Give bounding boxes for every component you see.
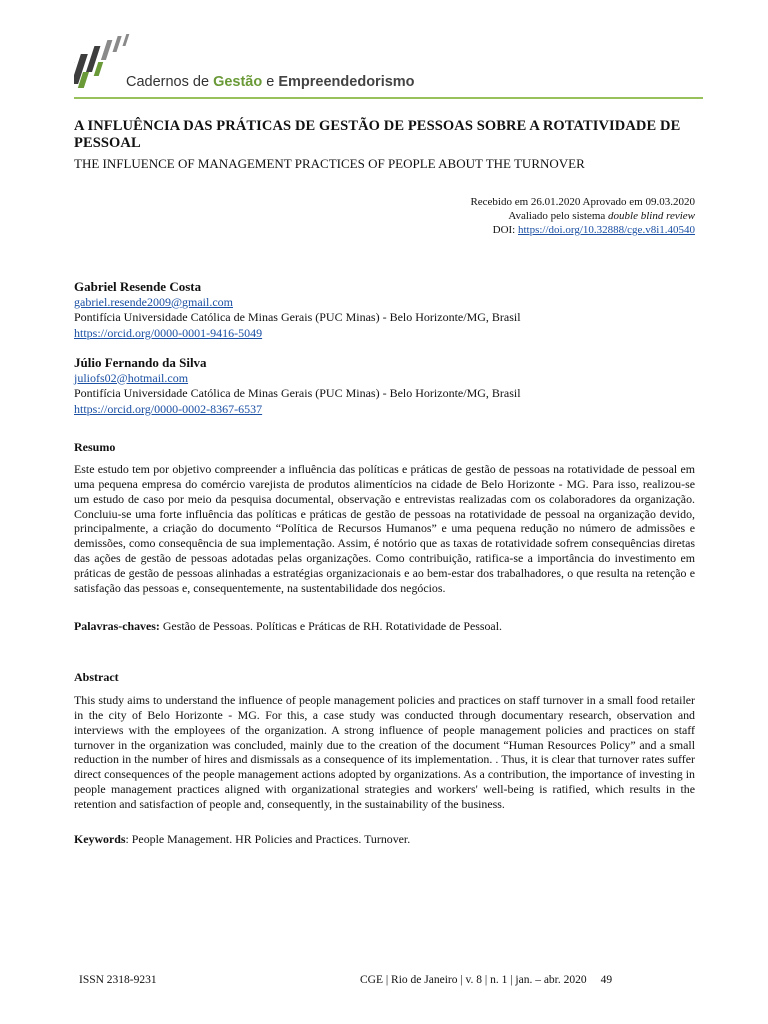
abstract-text: This study aims to understand the influence of people management policies and practices on staff turnover in a small food retailer in the city of Belo Horizonte - MG. For this, a case study was conducted through documentary research, observation and interviews with the employees of the organization. A strong influence of people management policies and practices on staff turnover in the organization was concluded, mainly due to the creation of the document “Human Resources Policy” and a small reduction in the number of hires and dismissals as a consequence of its implementation. . Thus, it is clear that turnover rates suffer direct consequences of the people management actions adopted by organizations. As a contribution, the importance of investing in people management practices aligned with organizational strategies and workers' well-being is ratified, which results in the retention and satisfaction of people and, consequently, in the sustainability of the business. [74, 693, 695, 811]
author-orcid-link[interactable]: https://orcid.org/0000-0002-8367-6537 [74, 401, 263, 416]
doi-line: DOI: https://doi.org/10.32888/cge.v8i1.40540 [492, 224, 695, 236]
journal-name: Cadernos de Gestão e Empreendedorismo [126, 74, 415, 90]
author-orcid-link[interactable]: https://orcid.org/0000-0001-9416-5049 [74, 325, 263, 340]
review-system: Avaliado pelo sistema double blind review [508, 210, 695, 222]
resumo-text: Este estudo tem por objetivo compreender a influência das políticas e práticas de gestão de pessoas na rotatividade de pessoal em uma pequena empresa do comércio varejista de produtos alimentícios na cidade de Belo Horizonte - MG. Para isso, realizou-se um estudo de caso por meio da pesquisa documental, observação e entrevistas realizadas com os colaboradores da organização. Concluiu-se uma forte influência das políticas e práticas de gestão de pessoas na rotatividade de pessoal na organização devido, principalmente, a criação do documento “Política de Recursos Humanos” e uma pequena redução no número de admissões e demissões, como consequência de sua implementação. Assim, é notório que as taxas de rotatividade sofrem consequências diretas das ações de gestão de pessoas adotadas pelas organizações. Como contribuição, ratifica-se a importância do investimento em práticas de gestão de pessoas alinhadas a estratégias organizacionais e ao bem-estar dos trabalhadores, o que resulta na retenção e satisfação das pessoas e, consequentemente, na sustentabilidade dos negócios. [74, 462, 695, 595]
author-affiliation: Pontifícia Universidade Católica de Minas Gerais (PUC Minas) - Belo Horizonte/MG, Brasil [74, 386, 521, 400]
doi-link[interactable]: https://doi.org/10.32888/cge.v8i1.40540 [517, 224, 695, 236]
abstract-heading: Abstract [74, 670, 119, 684]
author-block [74, 355, 521, 417]
article-metadata [470, 195, 695, 237]
author-name: Júlio Fernando da Silva [74, 355, 207, 370]
author-block [74, 279, 521, 341]
footer-citation: CGE | Rio de Janeiro | v. 8 | n. 1 | jan. – abr. 2020 49 [360, 974, 613, 986]
header-divider [74, 97, 703, 99]
article-title-en: THE INFLUENCE OF MANAGEMENT PRACTICES OF PEOPLE ABOUT THE TURNOVER [74, 156, 585, 171]
received-approved-dates: Recebido em 26.01.2020 Aprovado em 09.03.2020 [470, 196, 695, 208]
author-email-link[interactable]: gabriel.resende2009@gmail.com [74, 294, 233, 309]
page-number: 49 [600, 974, 613, 986]
resumo-heading: Resumo [74, 440, 116, 454]
abstract-keywords: Keywords: People Management. HR Policies and Practices. Turnover. [74, 832, 411, 846]
author-affiliation: Pontifícia Universidade Católica de Minas Gerais (PUC Minas) - Belo Horizonte/MG, Brasil [74, 310, 521, 324]
journal-header [74, 30, 415, 94]
author-email-link[interactable]: juliofs02@hotmail.com [74, 370, 189, 385]
footer-issn: ISSN 2318-9231 [79, 974, 157, 986]
resumo-keywords: Palavras-chaves: Gestão de Pessoas. Políticas e Práticas de RH. Rotatividade de Pessoal. [74, 619, 502, 633]
article-title-pt: A INFLUÊNCIA DAS PRÁTICAS DE GESTÃO DE PESSOAS SOBRE A ROTATIVIDADE DE PESSOAL [74, 118, 681, 151]
author-name: Gabriel Resende Costa [74, 279, 202, 294]
